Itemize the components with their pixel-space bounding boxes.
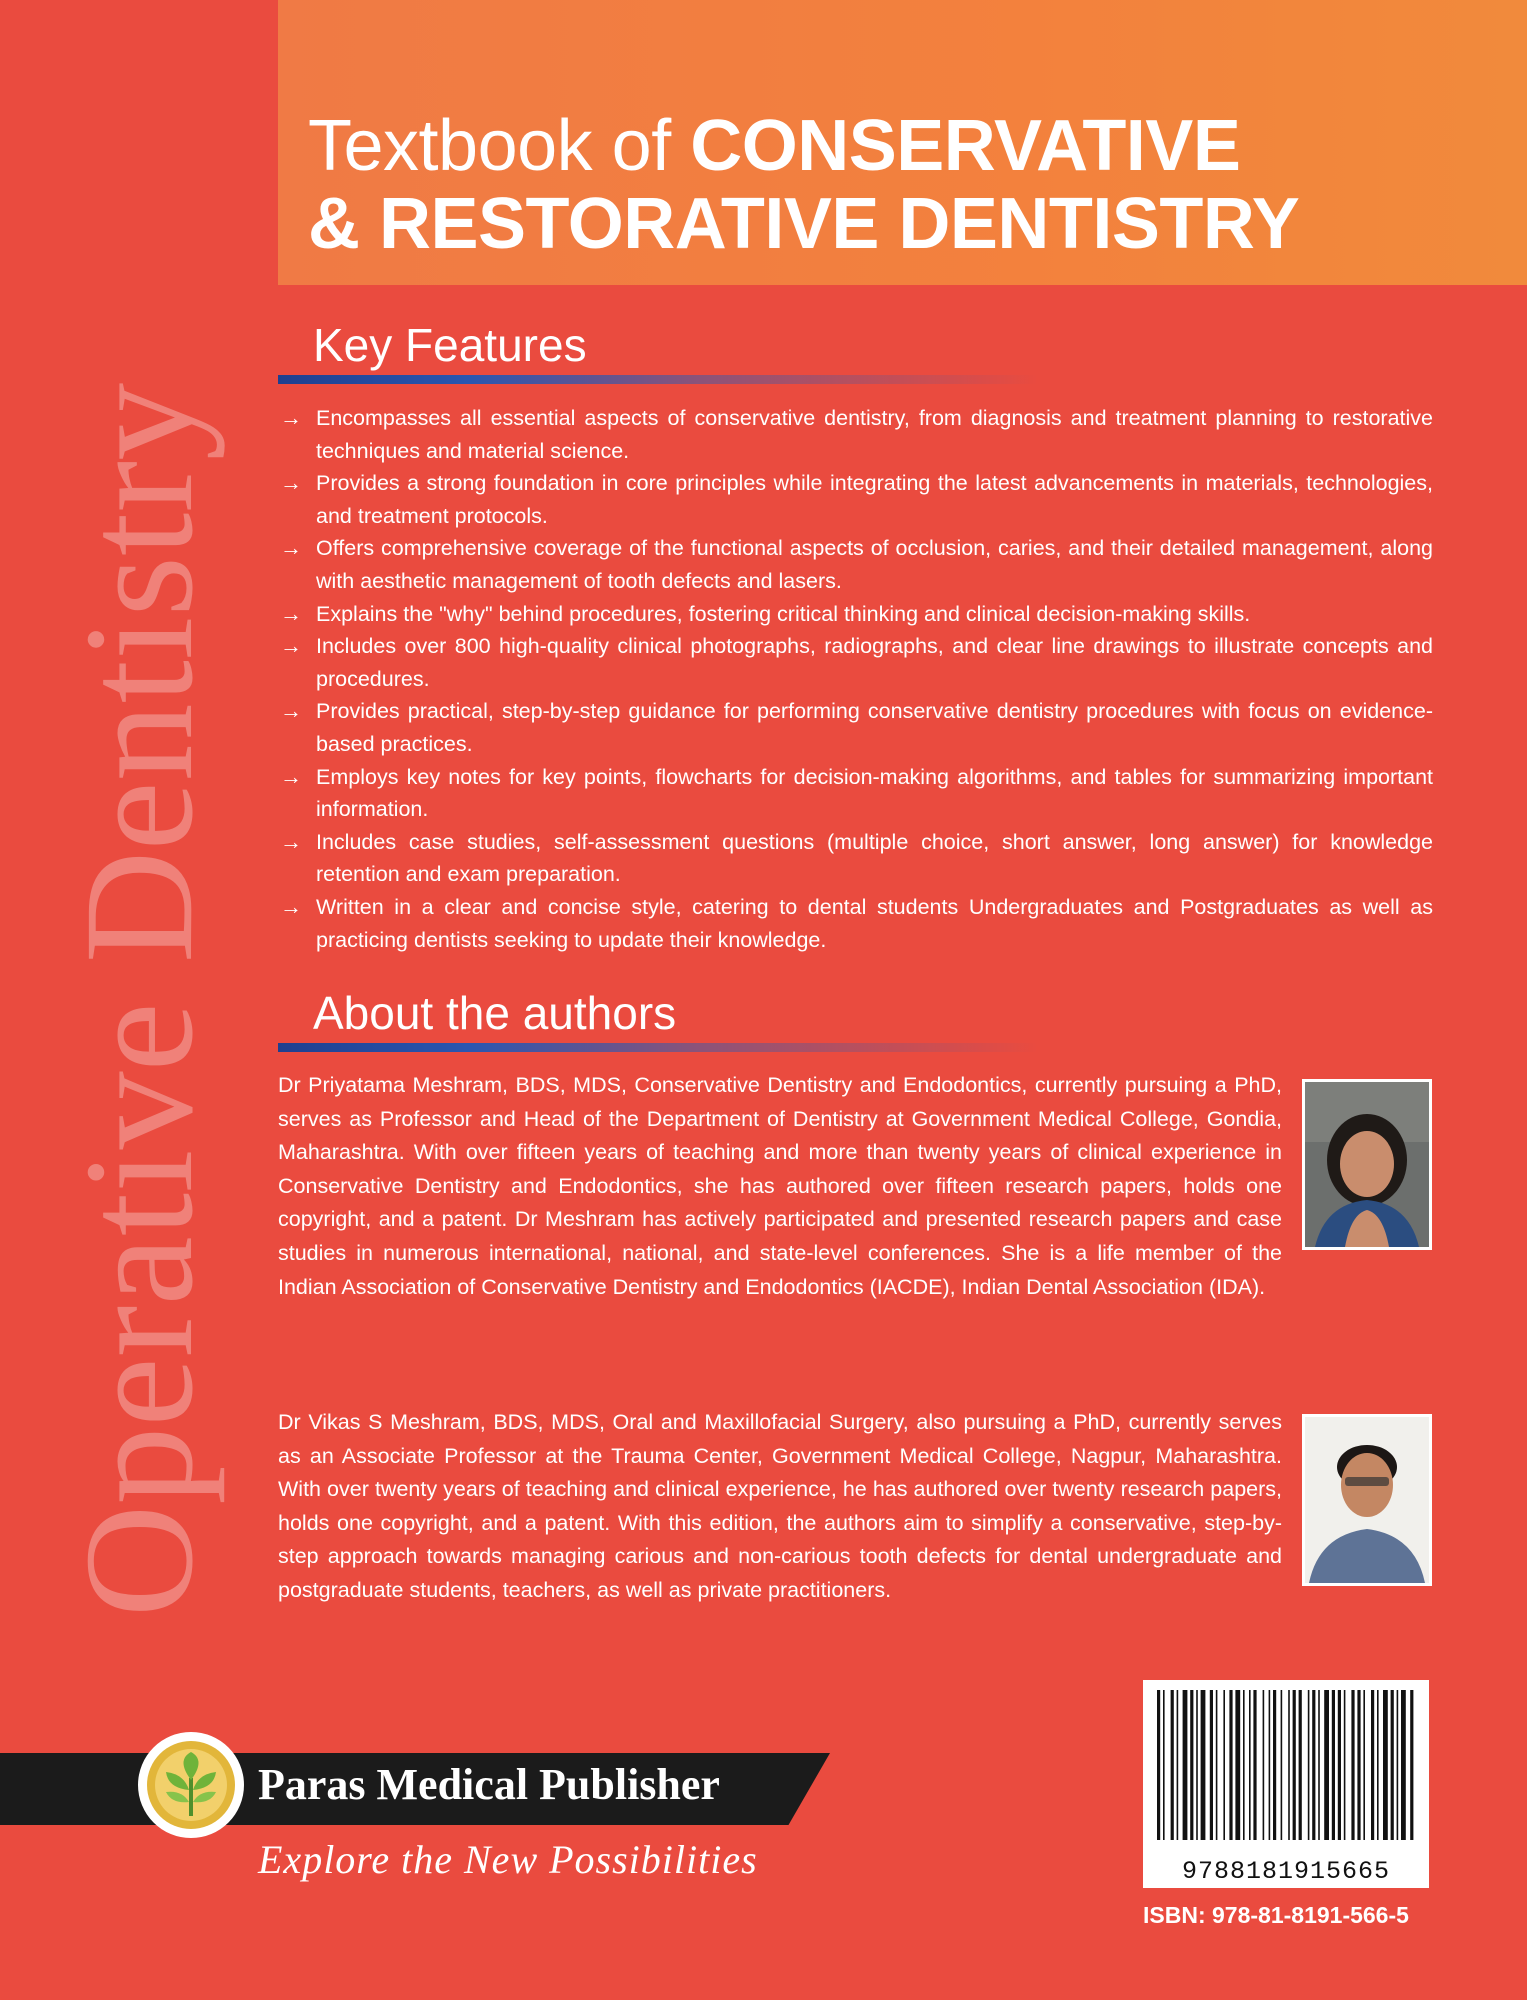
list-item [278,695,1433,760]
book-title-line-1 [308,106,1241,186]
heading-rule [278,375,1038,384]
author-bio-1: Dr Priyatama Meshram, BDS, MDS, Conservative Dentistry and Endodontics, currently pursuing a PhD, serves as Professor and Head of the Department of Dentistry at Government Medical College, Gondia, Maharashtra. With over fifteen years of teaching and more than twenty years of clinical experience in Conservative Dentistry and Endodontics, she has authored over fifteen research papers, holds one copyright, and a patent. Dr Meshram has actively participated and presented research papers and case studies in numerous international, national, and state-level conferences. She is a life member of the Indian Association of Conservative Dentistry and Endodontics (IACDE), Indian Dental Association (IDA). [278,1073,1282,1299]
arrow-right-icon: → [280,633,302,659]
list-item [278,826,1433,891]
list-item [278,467,1433,532]
author-photo-2 [1302,1414,1432,1586]
book-title-line-2 [308,184,1300,264]
feature-text: Provides a strong foundation in core principles while integrating the latest advancements in materials, technologies, and treatment protocols. [316,471,1433,528]
barcode-number: 9788181915665 [1181,1857,1391,1886]
spine-panel [0,0,278,2000]
list-item [278,891,1433,956]
list-item [278,761,1433,826]
portrait-icon [1305,1082,1429,1247]
feature-text: Includes case studies, self-assessment questions (multiple choice, short answer, long answer) for knowledge retention and exam preparation. [316,829,1433,887]
leaf-logo-icon [136,1730,246,1840]
author-bio-2: Dr Vikas S Meshram, BDS, MDS, Oral and Maxillofacial Surgery, also pursuing a PhD, currently serves as an Associate Professor at the Trauma Center, Government Medical College, Nagpur, Maharashtra. With over twenty years of teaching and clinical experience, he has authored over twenty research papers, holds one copyright, and a patent. With this edition, the authors aim to simplify a conservative, step-by-step approach towards managing carious and non-carious tooth defects for dental undergraduate and postgraduate students, teachers, as well as private practitioners. [278,1410,1282,1602]
barcode-bars [1143,1680,1429,1850]
arrow-right-icon: → [280,698,302,724]
arrow-right-icon: → [280,470,302,496]
feature-text: Includes over 800 high-quality clinical photographs, radiographs, and clear line drawings to illustrate concepts and procedures. [316,634,1433,691]
author-photo-1 [1302,1079,1432,1250]
title-prefix: Textbook of [308,106,671,186]
arrow-right-icon: → [280,763,302,789]
barcode [1143,1680,1429,1888]
title-band [278,0,1527,285]
list-item [278,630,1433,695]
publisher-name: Paras Medical Publisher [258,1760,720,1809]
title-bold-1: CONSERVATIVE [690,106,1241,186]
arrow-right-icon: → [280,535,302,561]
list-item [278,402,1433,467]
arrow-right-icon: → [280,405,302,430]
publisher-tagline: Explore the New Possibilities [258,1837,758,1882]
list-item [278,598,1433,631]
about-authors-heading [278,987,1038,1060]
feature-text: Provides practical, step-by-step guidance for performing conservative dentistry procedures with focus on evidence-based practices. [316,699,1433,756]
arrow-right-icon: → [280,828,302,854]
spine-title: Operative Dentistry [52,382,225,1618]
key-features-list [278,402,1433,956]
feature-text: Explains the "why" behind procedures, fostering critical thinking and clinical decision-making skills. [316,601,1251,626]
key-features-heading [278,319,1038,392]
arrow-right-icon: → [280,600,302,626]
feature-text: Written in a clear and concise style, catering to dental students Undergraduates and Postgraduates as well as practicing dentists seeking to update their knowledge. [316,894,1433,952]
title-bold-2: & RESTORATIVE DENTISTRY [308,184,1300,264]
key-features-heading-text: Key Features [313,319,587,371]
heading-rule [278,1043,1038,1052]
arrow-right-icon: → [280,893,302,919]
isbn-text: ISBN: 978-81-8191-566-5 [1143,1902,1409,1928]
portrait-icon [1305,1417,1429,1583]
feature-text: Employs key notes for key points, flowcharts for decision-making algorithms, and tables for summarizing important information. [316,764,1433,822]
feature-text: Offers comprehensive coverage of the functional aspects of occlusion, caries, and their detailed management, along with aesthetic management of tooth defects and lasers. [316,536,1433,593]
feature-text: Encompasses all essential aspects of conservative dentistry, from diagnosis and treatment planning to restorative techniques and material science. [316,406,1433,463]
list-item [278,532,1433,597]
about-authors-heading-text: About the authors [313,987,677,1039]
